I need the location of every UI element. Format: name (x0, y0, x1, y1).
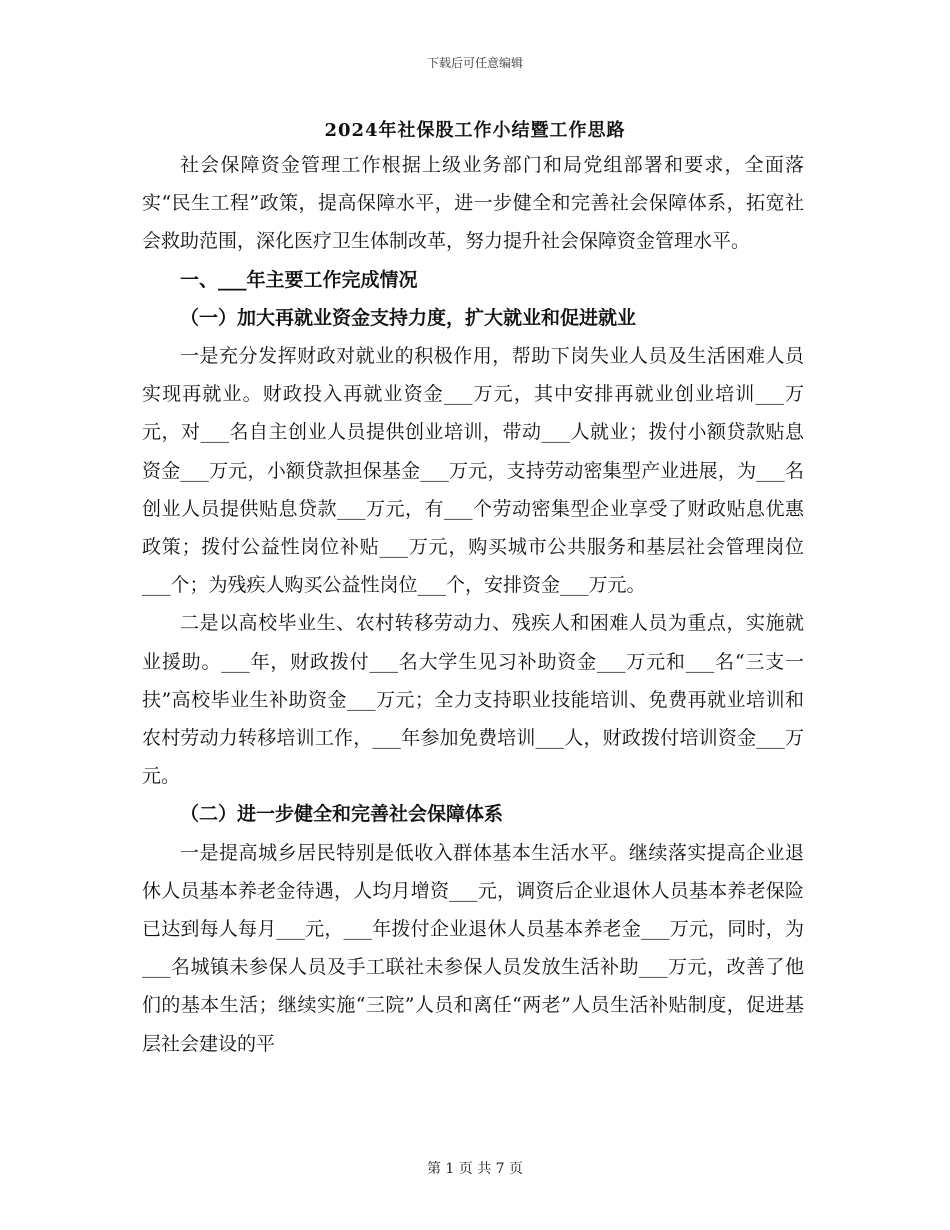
section-heading-1: 一、___年主要工作完成情况 (180, 268, 418, 291)
paragraph-employment-1: 一是充分发挥财政对就业的积极作用，帮助下岗失业人员及生活困难人员实现再就业。财政投入再就业资金___万元，其中安排再就业创业培训___万元，对___名自主创业人员提供创业培训，带动___人就业；拨付小额贷款贴息资金___万元，小额贷款担保基金___万元，支持劳动密集型产业进展，为___名创业人员提供贴息贷款___万元，有___个劳动密集型企业享受了财政贴息优惠政策；拨付公益性岗位补贴___万元，购买城市公共服务和基层社会管理岗位___个；为残疾人购买公益性岗位___个，安排资金___万元。 (142, 345, 804, 597)
document-title: 2024年社保股工作小结暨工作思路 (324, 120, 626, 141)
paragraph-employment-2: 二是以高校毕业生、农村转移劳动力、残疾人和困难人员为重点，实施就业援助。___年，财政拨付___名大学生见习补助资金___万元和___名“三支一扶”高校毕业生补助资金___万元；全力支持职业技能培训、免费再就业培训和农村劳动力转移培训工作，___年参加免费培训___人，财政拨付培训资金___万元。 (142, 612, 804, 788)
subsection-heading-1: （一）加大再就业资金支持力度，扩大就业和促进就业 (180, 306, 637, 329)
page-header: 下载后可任意编辑 (426, 56, 523, 70)
page-footer: 第 1 页 共 7 页 (426, 1161, 524, 1177)
subsection-heading-2: （二）进一步健全和完善社会保障体系 (180, 803, 504, 826)
document-body (142, 146, 804, 1063)
intro-paragraph: 社会保障资金管理工作根据上级业务部门和局党组部署和要求，全面落实“民生工程”政策，提高保障水平，进一步健全和完善社会保障体系，拓宽社会救助范围，深化医疗卫生体制改革，努力提升社会保障资金管理水平。 (142, 154, 804, 253)
paragraph-social-security-1: 一是提高城乡居民特别是低收入群体基本生活水平。继续落实提高企业退休人员基本养老金待遇，人均月增资___元，调资后企业退休人员基本养老保险已达到每人每月___元，___年拨付企业退休人员基本养老金___万元，同时，为___名城镇未参保人员及手工联社未参保人员发放生活补助___万元，改善了他们的基本生活；继续实施“三院”人员和离任“两老”人员生活补贴制度，促进基层社会建设的平 (142, 841, 804, 1055)
